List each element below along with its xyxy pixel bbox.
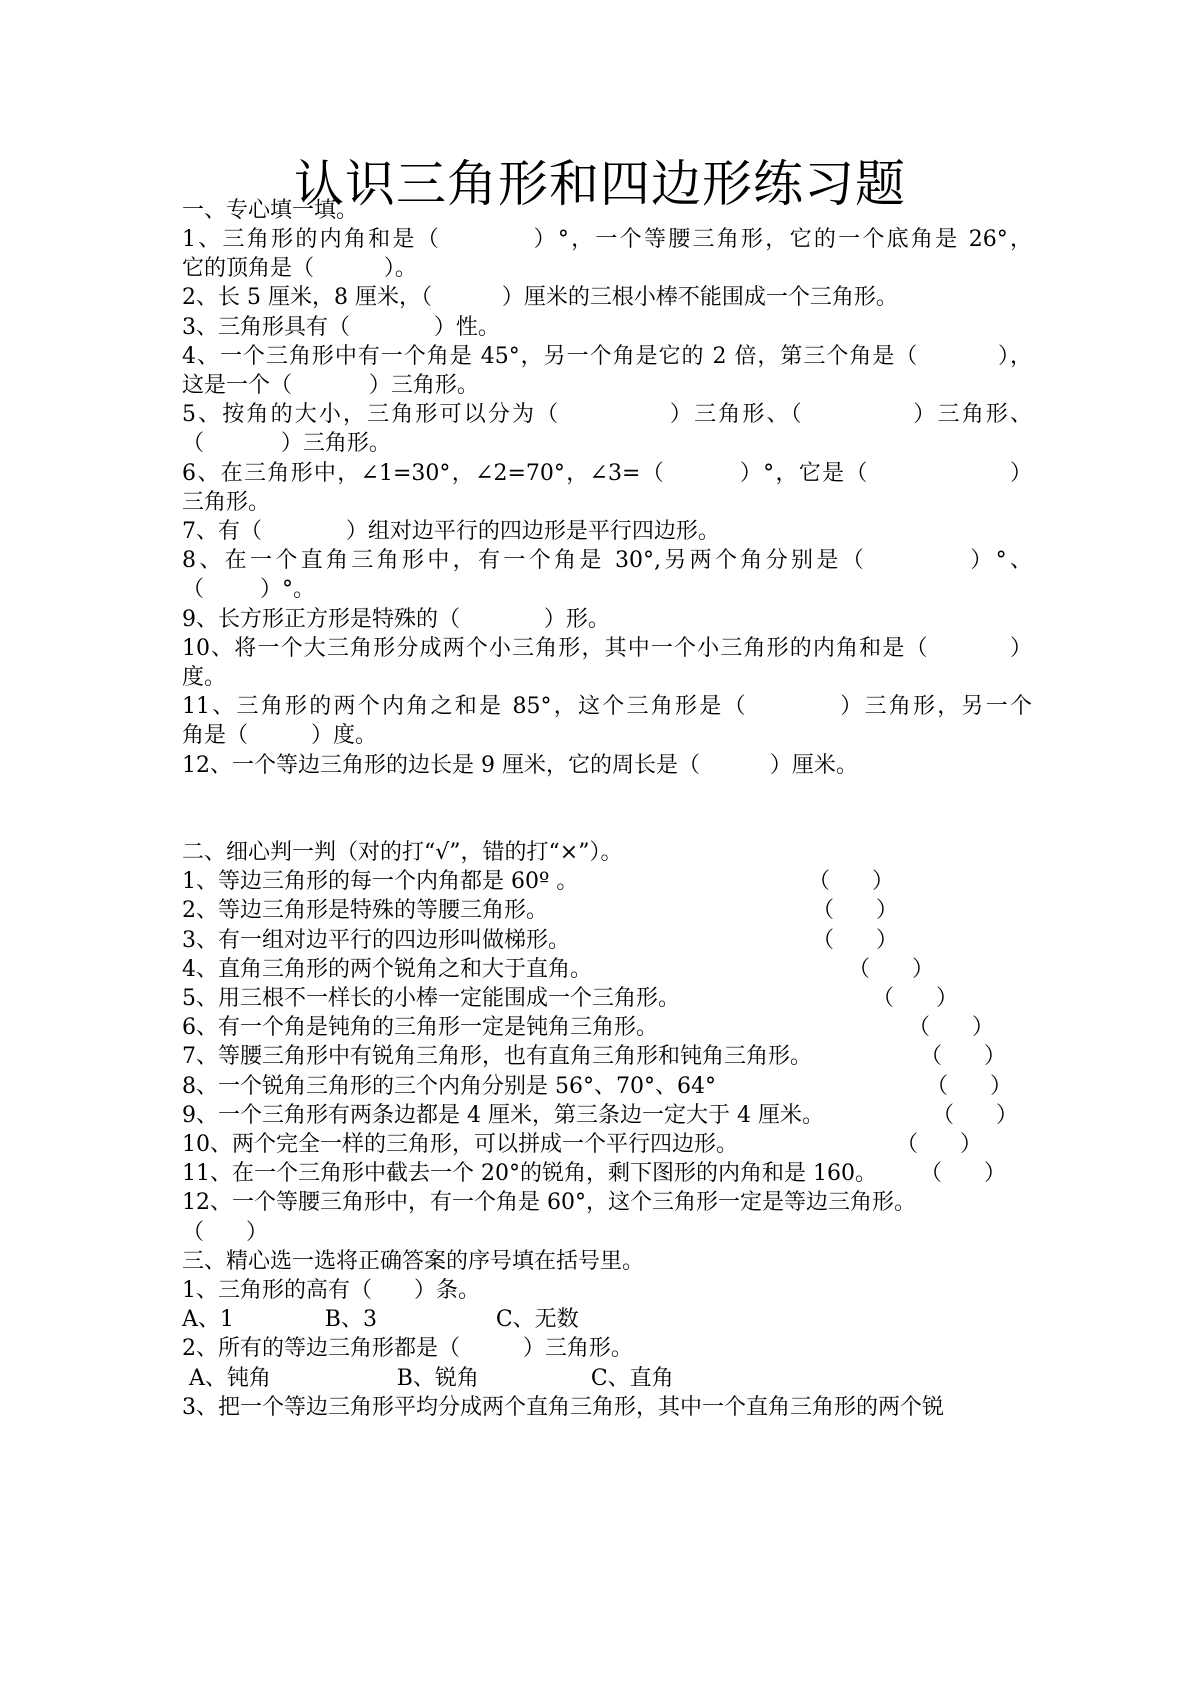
answer-bracket: （ ） (808, 869, 894, 894)
judge-item: 10、两个完全一样的三角形，可以拼成一个平行四边形。 (182, 1132, 738, 1157)
answer-bracket: （ ） (920, 1044, 1006, 1069)
judge-item: 1、等边三角形的每一个内角都是 60º 。 (182, 869, 579, 894)
choice-options: A、钝角 B、锐角 C、直角 (182, 1366, 674, 1391)
answer-bracket: （ ） (848, 957, 934, 982)
judge-item: 9、一个三角形有两条边都是 4 厘米，第三条边一定大于 4 厘米。 (182, 1103, 824, 1128)
question-line: 它的顶角是（ ）。 (182, 256, 417, 281)
question-line: 10、将一个大三角形分成两个小三角形，其中一个小三角形的内角和是（ ） (182, 636, 1032, 661)
question-line: 9、长方形正方形是特殊的（ ）形。 (182, 607, 610, 632)
question-line: 12、一个等边三角形的边长是 9 厘米，它的周长是（ ）厘米。 (182, 753, 858, 778)
question-line: 8、在一个直角三角形中，有一个角是 30°,另两个角分别是（ ）°、 (182, 548, 1032, 573)
section-2-heading: 二、细心判一判（对的打“√”，错的打“×”）。 (182, 840, 623, 865)
answer-bracket: （ ） (812, 928, 898, 953)
question-line: 3、三角形具有（ ）性。 (182, 315, 500, 340)
choice-options: A、1 B、3 C、无数 (182, 1307, 579, 1332)
choice-question: 1、三角形的高有（ ）条。 (182, 1278, 480, 1303)
section-3-heading: 三、精心选一选将正确答案的序号填在括号里。 (182, 1249, 645, 1274)
question-line: （ ）°。 (182, 577, 315, 602)
question-line: 4、一个三角形中有一个角是 45°，另一个角是它的 2 倍，第三个角是（ ）， (182, 344, 1032, 369)
question-line: 2、长 5 厘米，8 厘米，（ ）厘米的三根小棒不能围成一个三角形。 (182, 285, 898, 310)
judge-item: 4、直角三角形的两个锐角之和大于直角。 (182, 957, 592, 982)
judge-item: 5、用三根不一样长的小棒一定能围成一个三角形。 (182, 986, 680, 1011)
judge-item: 7、等腰三角形中有锐角三角形，也有直角三角形和钝角三角形。 (182, 1044, 812, 1069)
answer-bracket: （ ） (812, 898, 898, 923)
question-line: 5、按角的大小，三角形可以分为（ ）三角形、（ ）三角形、 (182, 402, 1032, 427)
judge-item: 11、在一个三角形中截去一个 20°的锐角，剩下图形的内角和是 160。 (182, 1161, 877, 1186)
question-line: 7、有（ ）组对边平行的四边形是平行四边形。 (182, 519, 720, 544)
question-line: 1、三角形的内角和是（ ）°，一个等腰三角形，它的一个底角是 26°， (182, 227, 1032, 252)
answer-bracket: （ ） (896, 1132, 982, 1157)
answer-bracket: （ ） (872, 986, 958, 1011)
answer-bracket: （ ） (926, 1074, 1012, 1099)
answer-bracket: （ ） (920, 1161, 1006, 1186)
question-line: （ ）三角形。 (182, 431, 391, 456)
question-line: 这是一个（ ）三角形。 (182, 373, 479, 398)
judge-item: 12、一个等腰三角形中，有一个角是 60°，这个三角形一定是等边三角形。 (182, 1190, 916, 1215)
answer-bracket: （ ） (932, 1103, 1018, 1128)
answer-bracket: （ ） (182, 1220, 268, 1245)
question-line: 角是（ ）度。 (182, 723, 377, 748)
question-line: 度。 (182, 665, 227, 690)
answer-bracket: （ ） (908, 1015, 994, 1040)
worksheet-title: 认识三角形和四边形练习题 (294, 155, 906, 213)
judge-item: 2、等边三角形是特殊的等腰三角形。 (182, 898, 548, 923)
choice-question: 3、把一个等边三角形平均分成两个直角三角形，其中一个直角三角形的两个锐 (182, 1395, 944, 1420)
question-line: 11、三角形的两个内角之和是 85°，这个三角形是（ ）三角形，另一个 (182, 694, 1032, 719)
question-line: 6、在三角形中，∠1=30°，∠2=70°，∠3=（ ）°，它是（ ） (182, 461, 1032, 486)
judge-item: 6、有一个角是钝角的三角形一定是钝角三角形。 (182, 1015, 658, 1040)
judge-item: 3、有一组对边平行的四边形叫做梯形。 (182, 928, 570, 953)
choice-question: 2、所有的等边三角形都是（ ）三角形。 (182, 1336, 633, 1361)
question-line: 三角形。 (182, 490, 271, 515)
judge-item: 8、一个锐角三角形的三个内角分别是 56°、70°、64° (182, 1074, 716, 1099)
section-1-heading: 一、专心填一填。 (182, 198, 359, 223)
